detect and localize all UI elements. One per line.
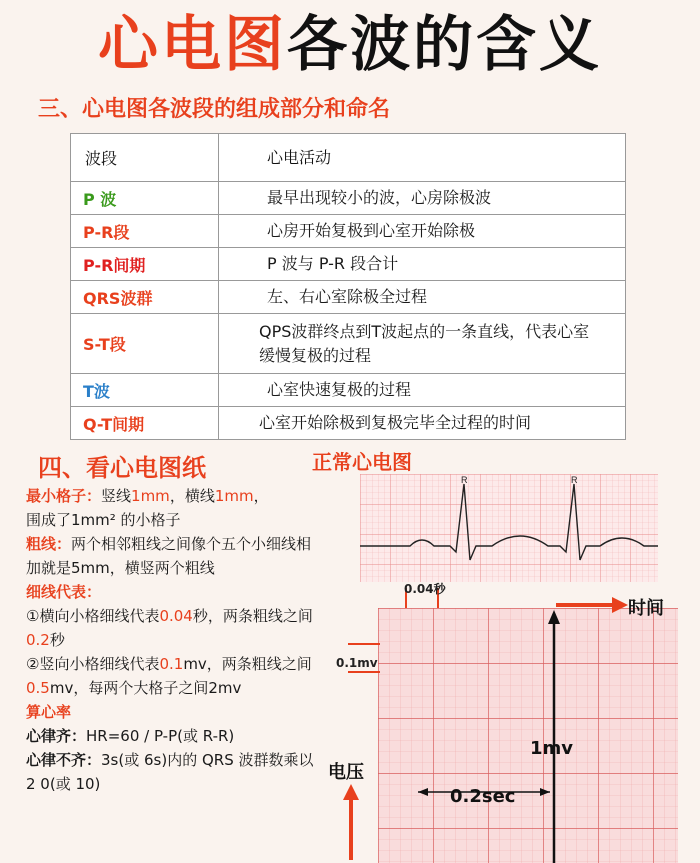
waves-table xyxy=(70,133,626,440)
regular-label: 心律齐： xyxy=(26,727,87,745)
wave-desc: 心房开始复极到心室开始除极 xyxy=(219,215,626,248)
thin-value: 0.2 xyxy=(26,631,50,649)
wave-name: T波 xyxy=(71,374,219,407)
table-row xyxy=(71,314,626,374)
min-grid-text: ，横线 xyxy=(169,487,215,505)
thin-text: mv，每两个大格子之间2mv xyxy=(49,679,242,697)
ecg-paper-grid xyxy=(378,608,678,863)
rate-label: 算心率 xyxy=(26,703,72,721)
small-sec-label: 0.04秒 xyxy=(404,582,446,596)
wave-desc: 心室开始除极到复极完毕全过程的时间 xyxy=(219,407,626,440)
thin-text: 秒 xyxy=(49,631,65,649)
thin-text: 秒，两条粗线之间 xyxy=(192,607,313,625)
normal-ecg-title: 正常心电图 xyxy=(312,450,412,474)
wave-name: S-T段 xyxy=(71,314,219,374)
thin-text: ②竖向小格细线代表 xyxy=(26,655,160,673)
thin-item-2 xyxy=(26,652,316,700)
irregular-line xyxy=(26,748,316,796)
sec-label: 0.2sec xyxy=(450,786,516,807)
min-grid-text: 竖线 xyxy=(101,487,132,505)
table-row xyxy=(71,248,626,281)
thin-label: 细线代表： xyxy=(26,583,102,601)
thin-value: 0.04 xyxy=(159,607,193,625)
r-label: R xyxy=(571,475,578,485)
thin-value: 0.5 xyxy=(26,679,50,697)
wave-name: Q-T间期 xyxy=(71,407,219,440)
table-row xyxy=(71,281,626,314)
irregular-text: 3s(或 6s)内的 QRS 波群数乘以 2 0(或 10) xyxy=(26,751,314,793)
table-row xyxy=(71,182,626,215)
min-grid-label: 最小格子： xyxy=(26,487,102,505)
table-row xyxy=(71,407,626,440)
table-header-row xyxy=(71,134,626,182)
regular-line xyxy=(26,724,316,748)
min-grid-text: ， xyxy=(253,487,269,505)
voltage-label: 电压 xyxy=(328,762,364,783)
wave-name: P 波 xyxy=(71,182,219,215)
voltage-arrow xyxy=(340,784,362,860)
wave-name: P-R段 xyxy=(71,215,219,248)
table-row xyxy=(71,215,626,248)
thin-text: ①横向小格细线代表 xyxy=(26,607,160,625)
wave-desc: 最早出现较小的波，心房除极波 xyxy=(219,182,626,215)
wave-desc: QPS波群终点到T波起点的一条直线，代表心室缓慢复极的过程 xyxy=(219,314,626,374)
title-red: 心电图 xyxy=(98,10,287,80)
ecg-paper-explanation xyxy=(26,484,316,796)
min-grid-value: 1mm xyxy=(131,487,170,505)
small-mv-label: 0.1mv xyxy=(336,656,378,670)
thick-text: 两个相邻粗线之间像个五个小细线相加就是5mm，横竖两个粗线 xyxy=(26,535,312,577)
page-title xyxy=(0,10,700,80)
time-label: 时间 xyxy=(628,598,664,619)
title-black: 各波的含义 xyxy=(287,10,602,80)
header-wave: 波段 xyxy=(71,134,219,182)
thin-value: 0.1 xyxy=(159,655,184,673)
wave-name: P-R间期 xyxy=(71,248,219,281)
min-grid-value: 1mm xyxy=(214,487,254,505)
wave-desc: 左、右心室除极全过程 xyxy=(219,281,626,314)
thick-line xyxy=(26,532,316,580)
min-grid-line xyxy=(26,484,316,508)
header-activity: 心电活动 xyxy=(219,134,626,182)
min-grid-line-2: 围成了1mm² 的小格子 xyxy=(26,511,181,529)
normal-ecg-strip xyxy=(360,474,658,582)
regular-text: HR=60 / P-P(或 R-R) xyxy=(86,727,235,745)
thin-item-1 xyxy=(26,604,316,652)
table-row xyxy=(71,374,626,407)
section-3-heading: 三、心电图各波段的组成部分和命名 xyxy=(38,97,391,122)
mv-label: 1mv xyxy=(530,738,574,759)
r-label: R xyxy=(461,475,468,485)
thick-label: 粗线： xyxy=(26,535,72,553)
irregular-label: 心律不齐： xyxy=(26,751,102,769)
time-arrow xyxy=(556,594,630,616)
wave-name: QRS波群 xyxy=(71,281,219,314)
thin-text: mv，两条粗线之间 xyxy=(183,655,312,673)
wave-desc: P 波与 P-R 段合计 xyxy=(219,248,626,281)
wave-desc: 心室快速复极的过程 xyxy=(219,374,626,407)
section-4-heading: 四、看心电图纸 xyxy=(38,454,206,482)
